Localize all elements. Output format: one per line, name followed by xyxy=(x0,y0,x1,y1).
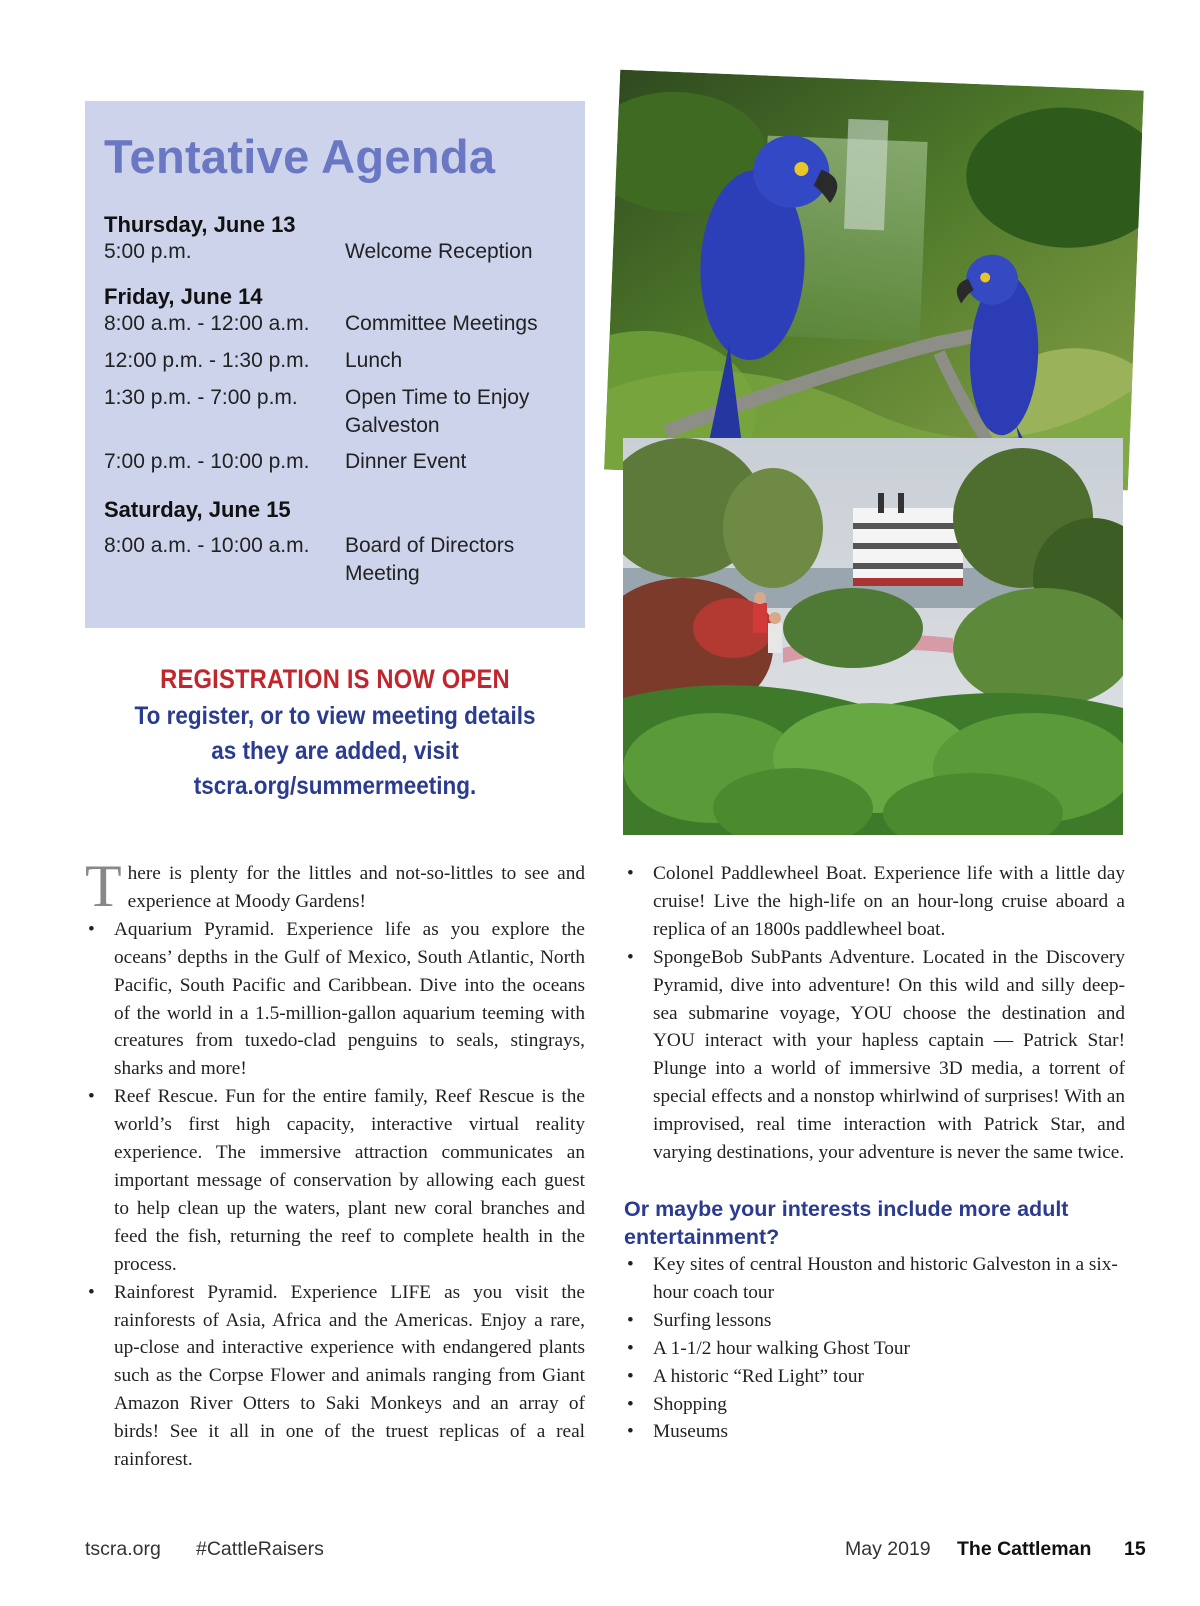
list-item: • A 1-1/2 hour walking Ghost Tour xyxy=(624,1335,1125,1363)
footer-site[interactable]: tscra.org xyxy=(85,1538,161,1560)
magazine-name: The Cattleman xyxy=(957,1538,1092,1560)
registration-notice xyxy=(85,664,585,807)
footer-page-number xyxy=(1124,1538,1146,1561)
attractions-list xyxy=(624,860,1125,1167)
footer-issue: May 2019 xyxy=(845,1538,931,1560)
page-number: 15 xyxy=(1124,1538,1146,1560)
article-column-right xyxy=(624,860,1125,1446)
intro-text: here is plenty for the littles and not-so-littles to see and experience at Moody Gardens! xyxy=(127,863,585,912)
article-column-left xyxy=(85,853,585,1474)
list-item: • SpongeBob SubPants Adventure. Located in the Discovery Pyramid, dive into adventure! On this wild and silly deep-sea submarine voyage, YOU choose the destination and YOU interact with your hapless captain — Patrick Star! Plunge into a world of immersive 3D media, a torrent of special effects and a nonstop whirlwind of surprises! With an improvised, real time interaction with Patrick Star, and varying destinations, your adventure is never the same twice. xyxy=(624,944,1125,1167)
agenda-time: 5:00 p.m. xyxy=(104,240,192,263)
macaws-photo xyxy=(604,70,1144,491)
footer-magazine xyxy=(957,1538,1091,1561)
footer-hashtag: #CattleRaisers xyxy=(196,1538,324,1560)
adult-activities-list xyxy=(624,1251,1125,1446)
attractions-list xyxy=(85,916,585,1474)
list-item: • Aquarium Pyramid. Experience life as you explore the oceans’ depths in the Gulf of Mexico, South Atlantic, North Pacific, South Pacific and Caribbean. Dive into the oceans of the world in a 1.5-million-gallon aquarium teeming with creatures from tuxedo-clad penguins to seals, stingrays, sharks and more! xyxy=(85,916,585,1083)
list-item: • Key sites of central Houston and historic Galveston in a six-hour coach tour xyxy=(624,1251,1125,1307)
list-item: • Rainforest Pyramid. Experience LIFE as you visit the rainforests of Asia, Africa and the Americas. Enjoy a rare, up-close and interactive experience with endangered plants such as the Corpse Flower and animals ranging from Giant Amazon River Otters to Saki Monkeys and an array of birds! See it all in one of the truest replicas of a real rainforest. xyxy=(85,1279,585,1474)
registration-headline: REGISTRATION IS NOW OPEN xyxy=(160,664,510,694)
agenda-box xyxy=(85,101,585,628)
agenda-day: Friday, June 14 xyxy=(104,284,263,309)
agenda-time: 1:30 p.m. - 7:00 p.m. xyxy=(104,386,298,409)
list-item: • Museums xyxy=(624,1418,1125,1446)
section-subhead: Or maybe your interests include more adult entertainment? xyxy=(624,1196,1069,1249)
article-intro xyxy=(85,853,585,919)
agenda-event: Board of Directors Meeting xyxy=(345,534,515,585)
list-item: • A historic “Red Light” tour xyxy=(624,1363,1125,1391)
agenda-event: Committee Meetings xyxy=(345,312,538,335)
gardens-photo xyxy=(623,438,1123,835)
agenda-event: Lunch xyxy=(345,349,403,372)
list-item: • Shopping xyxy=(624,1391,1125,1419)
agenda-day: Thursday, June 13 xyxy=(104,212,296,237)
agenda-time: 7:00 p.m. - 10:00 p.m. xyxy=(104,450,310,473)
agenda-time: 12:00 p.m. - 1:30 p.m. xyxy=(104,349,310,372)
list-item: • Colonel Paddlewheel Boat. Experience life with a little day cruise! Live the high-life on an hour-long cruise aboard a replica of an 1800s paddlewheel boat. xyxy=(624,860,1125,944)
agenda-title: Tentative Agenda xyxy=(104,130,496,183)
list-item: • Reef Rescue. Fun for the entire family, Reef Rescue is the world’s first high capacity, interactive virtual reality experience. The immersive attraction communicates an important message of conservation by allowing each guest to help clean up the waters, plant new coral branches and feed the fish, returning the reef to complete health in the process. xyxy=(85,1083,585,1278)
agenda-day: Saturday, June 15 xyxy=(104,497,291,522)
agenda-event: Dinner Event xyxy=(345,450,467,473)
agenda-event: Welcome Reception xyxy=(345,240,533,263)
agenda-time: 8:00 a.m. - 12:00 a.m. xyxy=(104,312,310,335)
registration-text: To register, or to view meeting details xyxy=(134,702,536,730)
agenda-time: 8:00 a.m. - 10:00 a.m. xyxy=(104,534,310,557)
registration-text: as they are added, visit xyxy=(211,737,459,765)
drop-cap: T xyxy=(85,853,122,919)
list-item: • Surfing lessons xyxy=(624,1307,1125,1335)
registration-link[interactable]: tscra.org/summermeeting. xyxy=(193,772,477,800)
agenda-event: Open Time to Enjoy Galveston xyxy=(345,386,530,437)
